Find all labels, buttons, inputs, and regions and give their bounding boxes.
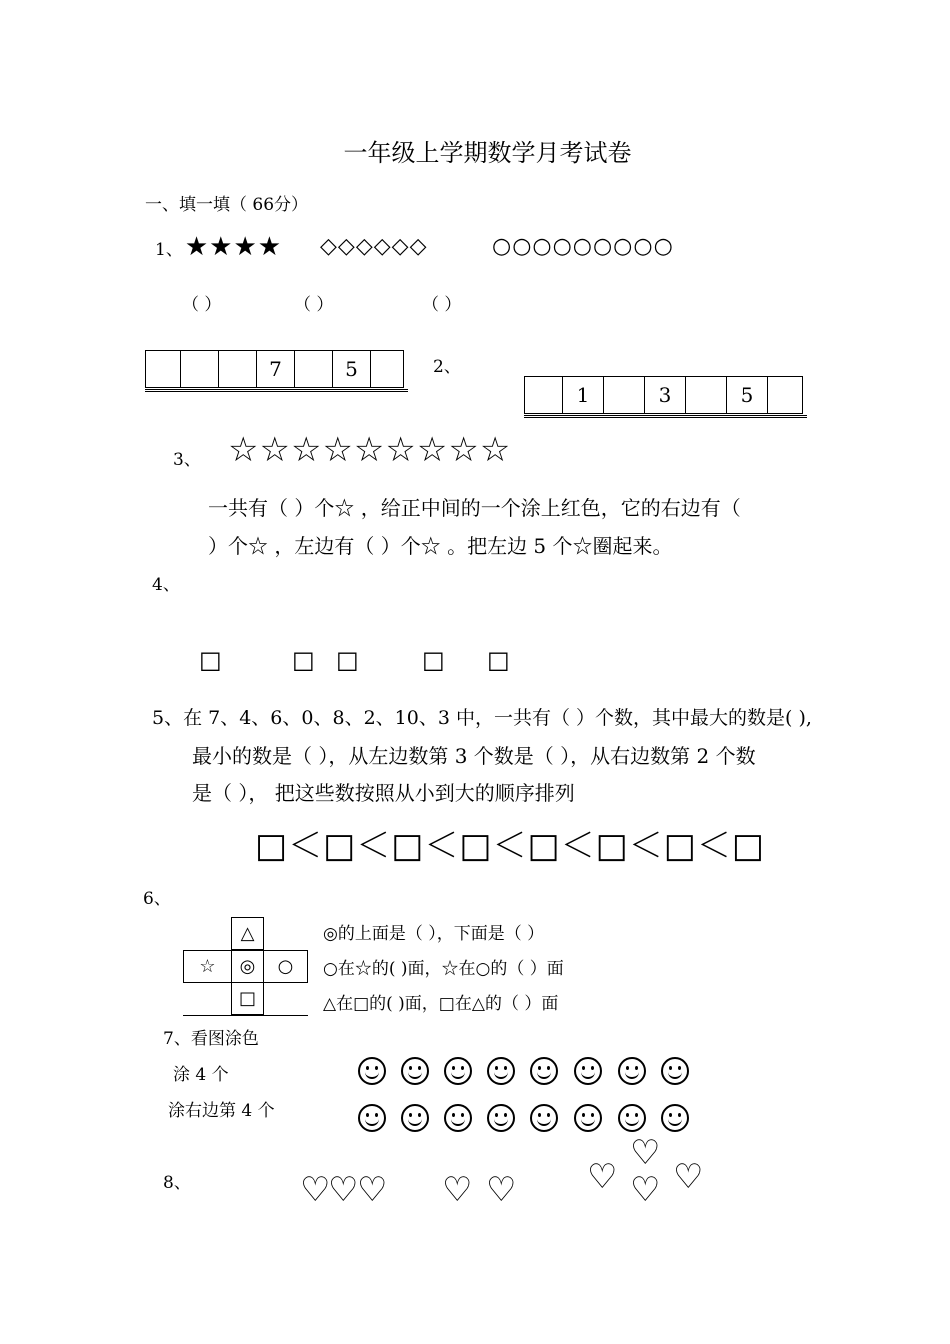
sequence-cell [371,351,404,388]
grid-cell-top: △ [231,917,264,950]
smiley-face[interactable] [358,1104,386,1132]
sequence-cell: 5 [333,351,371,388]
heart-icon: ♡ [673,1157,704,1197]
question-number: 6、 [143,889,171,909]
heart-icon: ♡ [587,1157,618,1197]
question-text: ◎的上面是（ ），下面是（ ） [323,924,545,944]
question-1 [155,232,674,262]
shape-grid [183,917,308,1017]
baseline [183,1015,308,1016]
smiley-face[interactable] [530,1104,558,1132]
question-text: ）个☆ ，左边有（ ）个☆ 。把左边 5 个☆圈起来。 [208,534,673,558]
sequence-cell: 5 [727,377,768,414]
smiley-face[interactable] [574,1057,602,1085]
ordering-chain: □＜□＜□＜□＜□＜□＜□＜□ [255,826,765,866]
heart-icon: ♡ [630,1133,661,1173]
instruction: 涂右边第 4 个 [168,1101,275,1121]
heart-icon: ♡ [357,1170,388,1210]
answer-blank: （ ） [182,295,222,315]
smiley-face[interactable] [401,1104,429,1132]
sequence-cell [219,351,257,388]
smiley-face[interactable] [530,1057,558,1085]
question-number: 3、 [173,450,201,470]
double-underline [524,415,807,418]
question-text: △在□的( )面，□在△的（ ）面 [323,994,559,1014]
question-label: 7、看图涂色 [163,1029,259,1049]
double-underline [145,389,408,392]
grid-cell-left: ☆ [183,950,232,983]
smiley-face[interactable] [618,1057,646,1085]
question-text: ○在☆的( )面，☆在○的（ ）面 [323,959,564,979]
sequence-cell: 7 [257,351,295,388]
question-text: 一共有（ ）个☆ ，给正中间的一个涂上红色，它的右边有（ [208,496,741,520]
heart-icon: ♡ [630,1170,661,1210]
grid-cell-bottom: □ [231,982,264,1015]
heart-icon: ♡ [442,1170,473,1210]
sequence-cell [181,351,219,388]
sequence-cell [295,351,333,388]
square-shape: □ [292,646,315,674]
sequence-cell [768,377,803,414]
sequence-cell: 3 [645,377,686,414]
diamonds: ◇◇◇◇◇◇ [320,234,428,259]
grid-cell-center: ◎ [231,950,264,983]
smiley-face[interactable] [618,1104,646,1132]
number-sequence-2 [524,376,803,414]
smiley-face[interactable] [444,1104,472,1132]
white-stars: ☆☆☆☆☆☆☆☆☆ [228,430,512,470]
sequence-cell [604,377,645,414]
grid-cell-right: ○ [263,950,308,983]
square-shape: □ [422,646,445,674]
smiley-face[interactable] [358,1057,386,1085]
section-heading: 一、填一填（ 66分） [145,195,309,215]
smiley-face[interactable] [487,1057,515,1085]
page-title: 一年级上学期数学月考试卷 [343,139,632,167]
sequence-cell: 1 [563,377,604,414]
question-text: 5、在 7、4、6、0、8、2、10、3 中，一共有（ ）个数，其中最大的数是( ), [152,707,812,729]
heart-icon: ♡ [328,1170,359,1210]
smiley-face[interactable] [444,1057,472,1085]
smiley-face[interactable] [574,1104,602,1132]
circles: ○○○○○○○○○ [492,234,674,259]
smiley-face[interactable] [487,1104,515,1132]
black-stars: ★★★★ [184,232,283,262]
heart-icon: ♡ [486,1170,517,1210]
number-sequence-1 [145,350,404,388]
smiley-face[interactable] [661,1104,689,1132]
square-shape: □ [336,646,359,674]
sequence-cell [686,377,727,414]
question-text: 是（ ）， 把这些数按照从小到大的顺序排列 [192,781,575,805]
square-shape: □ [199,646,222,674]
answer-blank: （ ） [422,295,462,315]
sequence-cell [146,351,181,388]
question-number: 1、 [155,240,183,260]
smiley-face[interactable] [401,1057,429,1085]
question-number: 2、 [433,357,461,377]
question-text: 最小的数是（ ），从左边数第 3 个数是（ ），从右边数第 2 个数 [192,744,756,768]
square-shape: □ [487,646,510,674]
smiley-face[interactable] [661,1057,689,1085]
question-number: 4、 [152,575,180,595]
question-number: 8、 [163,1173,191,1193]
heart-icon: ♡ [300,1170,331,1210]
answer-blank: （ ） [294,295,334,315]
sequence-cell [525,377,563,414]
instruction: 涂 4 个 [173,1065,229,1085]
